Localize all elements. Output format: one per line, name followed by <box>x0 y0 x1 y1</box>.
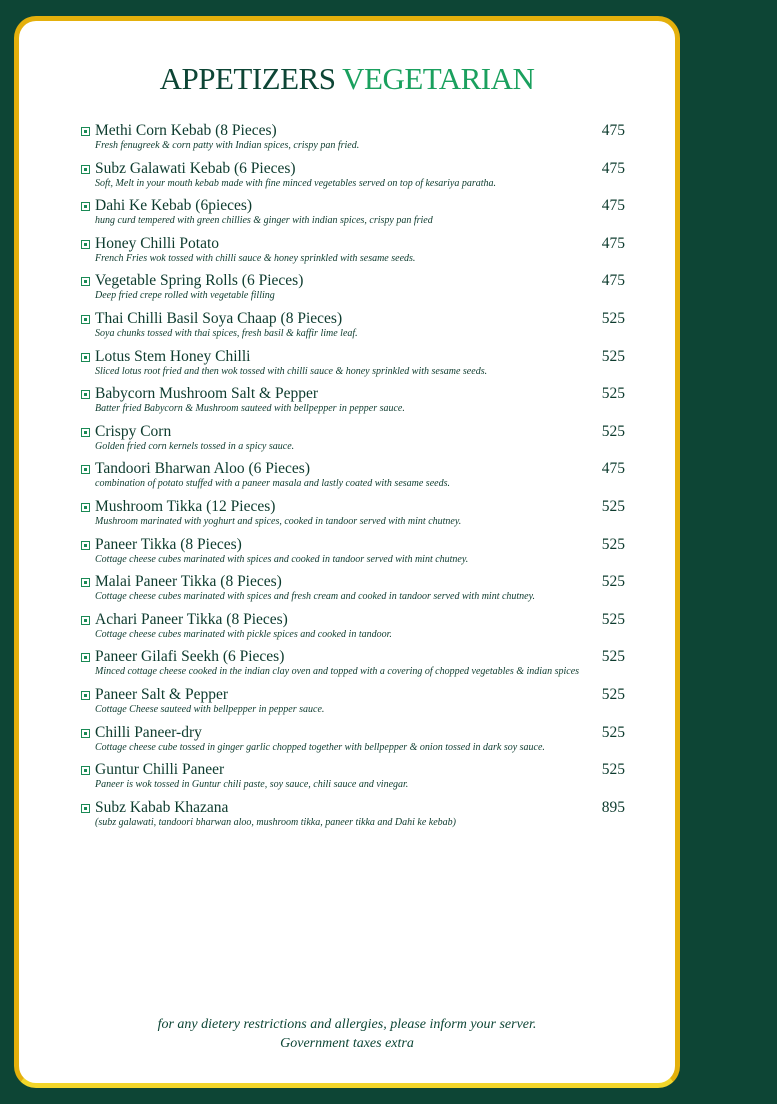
menu-list <box>81 122 625 836</box>
item-price: 525 <box>601 573 625 591</box>
item-price: 525 <box>601 309 625 327</box>
item-name: Honey Chilli Potato <box>95 234 219 252</box>
item-price: 475 <box>601 159 625 177</box>
item-price: 525 <box>601 497 625 515</box>
item-name: Guntur Chilli Paneer <box>95 761 225 779</box>
item-description: Mushroom marinated with yoghurt and spices, cooked in tandoor served with mint chutney. <box>95 515 462 527</box>
item-price: 895 <box>601 798 625 816</box>
item-description: combination of potato stuffed with a paneer masala and lastly coated with sesame seeds. <box>95 478 450 490</box>
item-name: Chilli Paneer-dry <box>95 723 202 741</box>
item-name: Mushroom Tikka (12 Pieces) <box>95 497 276 515</box>
item-name: Achari Paneer Tikka (8 Pieces) <box>95 610 288 628</box>
item-description: Batter fried Babycorn & Mushroom sauteed with bellpepper in pepper sauce. <box>95 403 405 415</box>
item-name: Paneer Tikka (8 Pieces) <box>95 535 242 553</box>
item-name: Paneer Gilafi Seekh (6 Pieces) <box>95 648 285 666</box>
bullet-icon <box>81 503 90 512</box>
bullet-icon <box>81 353 90 362</box>
bullet-icon <box>81 766 90 775</box>
menu-item <box>81 611 625 649</box>
menu-item <box>81 799 625 837</box>
bullet-icon <box>81 165 90 174</box>
item-description: (subz galawati, tandoori bharwan aloo, mushroom tikka, paneer tikka and Dahi ke kebab) <box>95 816 456 828</box>
menu-item <box>81 385 625 423</box>
item-name: Methi Corn Kebab (8 Pieces) <box>95 122 277 139</box>
menu-card <box>14 16 680 1088</box>
item-name: Vegetable Spring Rolls (6 Pieces) <box>95 272 304 290</box>
menu-item <box>81 498 625 536</box>
item-description: Cottage cheese cubes marinated with pickle spices and cooked in tandoor. <box>95 628 392 640</box>
menu-item <box>81 761 625 799</box>
bullet-icon <box>81 729 90 738</box>
item-name: Crispy Corn <box>95 422 172 440</box>
bullet-icon <box>81 465 90 474</box>
bullet-icon <box>81 804 90 813</box>
menu-item <box>81 272 625 310</box>
menu-item <box>81 648 625 686</box>
item-description: Cottage Cheese sauteed with bellpepper in pepper sauce. <box>95 703 325 715</box>
bullet-icon <box>81 277 90 286</box>
menu-item <box>81 460 625 498</box>
menu-item <box>81 423 625 461</box>
bullet-icon <box>81 390 90 399</box>
item-price: 525 <box>601 422 625 440</box>
bullet-icon <box>81 541 90 550</box>
item-description: French Fries wok tossed with chilli sauce & honey sprinkled with sesame seeds. <box>95 252 416 264</box>
menu-item <box>81 310 625 348</box>
menu-item <box>81 724 625 762</box>
item-name: Malai Paneer Tikka (8 Pieces) <box>95 573 282 591</box>
item-description: Soft, Melt in your mouth kebab made with fine minced vegetables served on top of kesariya paratha. <box>95 177 497 189</box>
item-price: 475 <box>601 122 625 139</box>
item-name: Dahi Ke Kebab (6pieces) <box>95 197 253 215</box>
bullet-icon <box>81 653 90 662</box>
item-name: Thai Chilli Basil Soya Chaap (8 Pieces) <box>95 309 343 327</box>
item-description: Cottage cheese cubes marinated with spices and cooked in tandoor served with mint chutney. <box>95 553 469 565</box>
item-name: Paneer Salt & Pepper <box>95 685 229 703</box>
bullet-icon <box>81 616 90 625</box>
item-price: 475 <box>601 272 625 290</box>
bullet-icon <box>81 428 90 437</box>
item-name: Subz Kabab Khazana <box>95 798 229 816</box>
item-description: hung curd tempered with green chillies & ginger with indian spices, crispy pan fried <box>95 215 433 227</box>
bullet-icon <box>81 240 90 249</box>
menu-item <box>81 160 625 198</box>
item-description: Minced cottage cheese cooked in the indian clay oven and topped with a covering of chopped vegetables & indian spices <box>95 666 580 678</box>
item-description: Sliced lotus root fried and then wok tossed with chilli sauce & honey sprinkled with sesame seeds. <box>95 365 488 377</box>
bullet-icon <box>81 691 90 700</box>
item-price: 475 <box>601 197 625 215</box>
menu-item <box>81 536 625 574</box>
bullet-icon <box>81 127 90 136</box>
bullet-icon <box>81 315 90 324</box>
menu-item <box>81 235 625 273</box>
bullet-icon <box>81 202 90 211</box>
item-price: 525 <box>601 535 625 553</box>
footer-taxes: Government taxes extra <box>280 1036 414 1051</box>
menu-item <box>81 686 625 724</box>
title-accent: VEGETARIAN <box>342 61 535 96</box>
menu-item <box>81 197 625 235</box>
item-price: 525 <box>601 347 625 365</box>
menu-item <box>81 348 625 386</box>
menu-item <box>81 122 625 160</box>
item-price: 525 <box>601 761 625 779</box>
item-description: Cottage cheese cube tossed in ginger garlic chopped together with bellpepper & onion tossed in dark soy sauce. <box>95 741 545 753</box>
item-description: Cottage cheese cubes marinated with spices and fresh cream and cooked in tandoor served with mint chutney. <box>95 591 536 603</box>
item-price: 475 <box>601 460 625 478</box>
item-price: 525 <box>601 648 625 666</box>
footer-note: for any dietery restrictions and allergies, please inform your server. <box>157 1017 537 1032</box>
item-name: Tandoori Bharwan Aloo (6 Pieces) <box>95 460 311 478</box>
item-name: Babycorn Mushroom Salt & Pepper <box>95 385 319 403</box>
item-description: Soya chunks tossed with thai spices, fresh basil & kaffir lime leaf. <box>95 327 358 339</box>
item-description: Fresh fenugreek & corn patty with Indian spices, crispy pan fried. <box>95 140 360 151</box>
page-title <box>19 61 675 97</box>
item-name: Subz Galawati Kebab (6 Pieces) <box>95 159 296 177</box>
item-price: 525 <box>601 385 625 403</box>
menu-item <box>81 573 625 611</box>
item-description: Deep fried crepe rolled with vegetable filling <box>95 290 275 302</box>
item-price: 525 <box>601 685 625 703</box>
bullet-icon <box>81 578 90 587</box>
item-price: 525 <box>601 610 625 628</box>
item-description: Golden fried corn kernels tossed in a spicy sauce. <box>95 440 295 452</box>
item-name: Lotus Stem Honey Chilli <box>95 347 251 365</box>
item-price: 525 <box>601 723 625 741</box>
item-price: 475 <box>601 234 625 252</box>
item-description: Paneer is wok tossed in Guntur chili paste, soy sauce, chili sauce and vinegar. <box>95 779 409 791</box>
title-main: APPETIZERS <box>159 61 336 96</box>
